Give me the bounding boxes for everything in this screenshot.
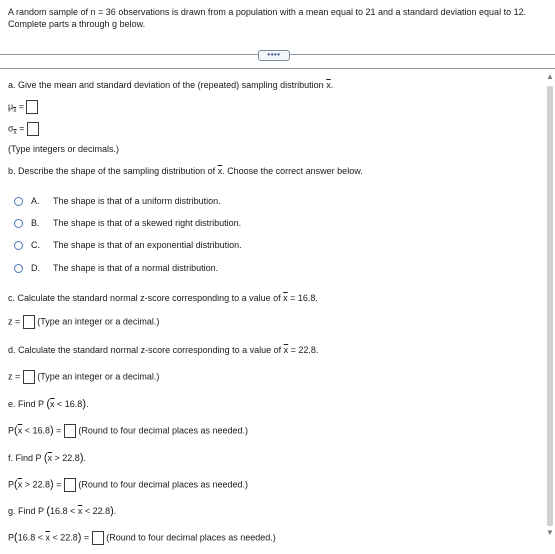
scrollbar-thumb[interactable] <box>547 86 553 526</box>
part-e-answer-row: $P(\overline{x} < 16.8)$ = (Round to four decimal places as needed.) <box>8 424 249 437</box>
problem-intro: A random sample of n = 36 observations is drawn from a population with a mean equal to 21 and a standard deviation equal to 12. Complete parts a through g below. <box>8 7 527 29</box>
sigma-symbol: σ <box>8 123 14 134</box>
part-e-question: e. Find P $(\overline{x} < 16.8)$. <box>8 398 89 410</box>
option-text: The shape is that of a normal distribution. <box>53 263 219 273</box>
part-g-question: g. Find P $(16.8 < \overline{x} < 22.8)$. <box>8 505 117 517</box>
z-label: z = <box>8 371 21 382</box>
mean-input[interactable] <box>26 100 38 114</box>
option-text: The shape is that of an exponential distribution. <box>53 240 242 250</box>
mu-subscript: x <box>13 108 17 115</box>
mu-equals: = <box>18 101 24 112</box>
std-dev-input[interactable] <box>27 122 39 136</box>
option-d[interactable] <box>14 263 218 273</box>
radio-icon[interactable] <box>14 264 23 273</box>
scroll-down-icon[interactable]: ▼ <box>546 528 554 537</box>
part-g-hint: (Round to four decimal places as needed.) <box>106 532 276 543</box>
part-f-answer-row: $P(\overline{x} > 22.8)$ = (Round to four decimal places as needed.) <box>8 478 249 491</box>
sigma-subscript: x <box>13 130 17 137</box>
part-d-hint: (Type an integer or a decimal.) <box>37 371 160 382</box>
part-a-question: a. Give the mean and standard deviation of the (repeated) sampling distribution $\overline{x}$. <box>8 80 334 90</box>
part-g-answer-row: $P(16.8 < \overline{x} < 22.8)$ = (Round to four decimal places as needed.) <box>8 531 276 544</box>
option-c[interactable] <box>14 240 242 250</box>
z-score-d-input[interactable] <box>23 370 35 384</box>
option-letter: A. <box>31 196 40 206</box>
z-score-c-input[interactable] <box>23 315 35 329</box>
probability-e-input[interactable] <box>64 424 76 438</box>
radio-icon[interactable] <box>14 197 23 206</box>
option-b[interactable] <box>14 218 241 228</box>
part-f-question: f. Find P $(\overline{x} > 22.8)$. <box>8 452 86 464</box>
expand-more-button[interactable]: •••• <box>258 50 290 61</box>
part-f-hint: (Round to four decimal places as needed.) <box>78 479 249 490</box>
option-a[interactable] <box>14 196 221 206</box>
probability-f-input[interactable] <box>64 478 76 492</box>
part-a-hint: (Type integers or decimals.) <box>8 144 120 154</box>
part-b-question: b. Describe the shape of the sampling distribution of $\overline{x}$. Choose the correct answer below. <box>8 166 363 176</box>
part-c-hint: (Type an integer or a decimal.) <box>37 316 160 327</box>
mu-symbol: μ <box>8 101 14 112</box>
part-c-question: c. Calculate the standard normal z-score corresponding to a value of $\overline{x} = 16.8$. <box>8 293 318 303</box>
sigma-row <box>8 122 39 136</box>
part-c-answer-row <box>8 315 159 329</box>
option-letter: D. <box>31 263 40 273</box>
part-e-hint: (Round to four decimal places as needed.) <box>78 425 249 436</box>
option-text: The shape is that of a uniform distribution. <box>53 196 221 206</box>
separator-line-lower <box>0 68 555 69</box>
part-d-question: d. Calculate the standard normal z-score corresponding to a value of $\overline{x} = 22.8$. <box>8 345 319 355</box>
probability-g-input[interactable] <box>92 531 104 545</box>
sigma-equals: = <box>19 123 25 134</box>
option-letter: B. <box>31 218 40 228</box>
option-letter: C. <box>31 240 40 250</box>
z-label: z = <box>8 316 21 327</box>
radio-icon[interactable] <box>14 219 23 228</box>
radio-icon[interactable] <box>14 241 23 250</box>
part-d-answer-row <box>8 370 159 384</box>
option-text: The shape is that of a skewed right distribution. <box>53 218 242 228</box>
mu-row <box>8 100 38 114</box>
scroll-up-icon[interactable]: ▲ <box>546 72 554 81</box>
